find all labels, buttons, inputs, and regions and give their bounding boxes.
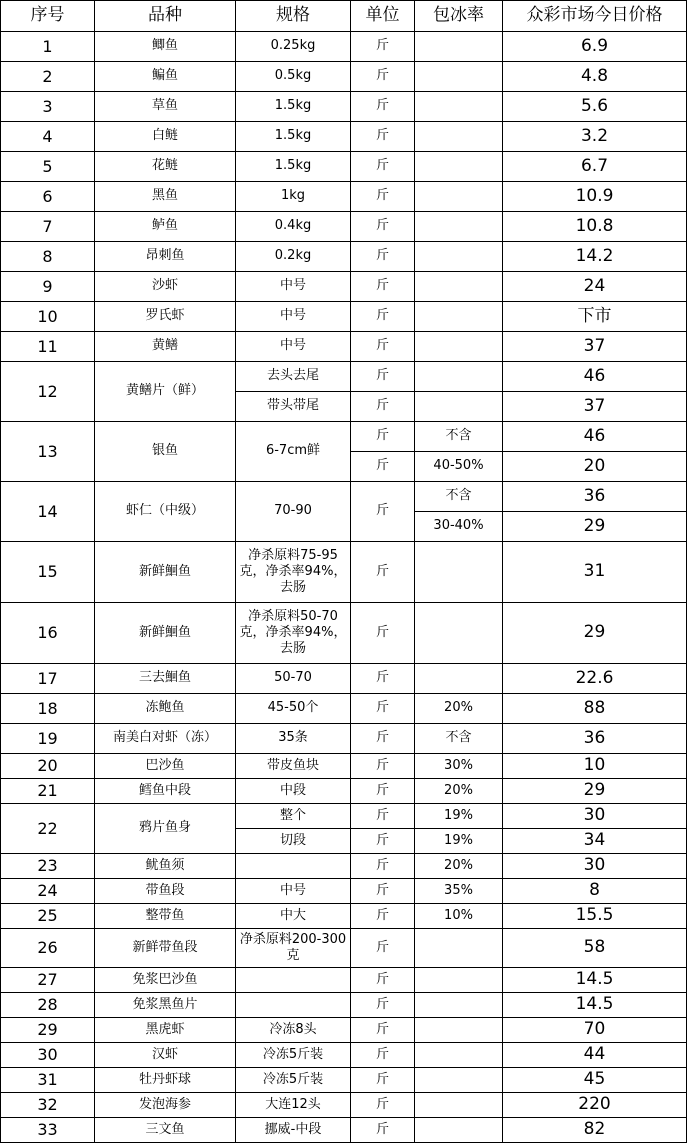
row-ice-rate	[415, 362, 503, 392]
row-price: 45	[503, 1068, 687, 1093]
table-row	[1, 122, 687, 152]
table-body	[1, 32, 687, 1143]
row-spec: 中号	[236, 272, 351, 302]
row-price: 88	[503, 694, 687, 724]
row-no: 19	[1, 724, 95, 754]
row-unit: 斤	[351, 724, 415, 754]
table-row	[1, 1043, 687, 1068]
row-price: 82	[503, 1118, 687, 1143]
row-unit: 斤	[351, 272, 415, 302]
row-name: 花鲢	[95, 152, 236, 182]
row-name: 黄鳝片（鲜）	[95, 362, 236, 422]
table-row	[1, 482, 687, 512]
row-price: 10	[503, 754, 687, 779]
row-no: 24	[1, 879, 95, 904]
row-spec: 带头带尾	[236, 392, 351, 422]
row-unit: 斤	[351, 804, 415, 829]
table-row	[1, 1018, 687, 1043]
row-unit: 斤	[351, 452, 415, 482]
row-name: 黑虎虾	[95, 1018, 236, 1043]
row-spec: 净杀原料50-70克，净杀率94%，去肠	[236, 603, 351, 664]
row-spec: 冷冻5斤装	[236, 1043, 351, 1068]
row-unit: 斤	[351, 1093, 415, 1118]
row-ice-rate: 19%	[415, 829, 503, 854]
row-price: 15.5	[503, 904, 687, 929]
row-spec: 大连12头	[236, 1093, 351, 1118]
row-ice-rate	[415, 993, 503, 1018]
row-spec: 1.5kg	[236, 122, 351, 152]
row-ice-rate	[415, 242, 503, 272]
row-spec: 0.2kg	[236, 242, 351, 272]
table-row	[1, 182, 687, 212]
row-ice-rate: 30-40%	[415, 512, 503, 542]
row-no: 8	[1, 242, 95, 272]
row-price: 30	[503, 854, 687, 879]
table-row	[1, 603, 687, 664]
table-row	[1, 664, 687, 694]
row-ice-rate	[415, 122, 503, 152]
row-unit: 斤	[351, 392, 415, 422]
row-unit: 斤	[351, 993, 415, 1018]
row-spec	[236, 968, 351, 993]
row-ice-rate	[415, 32, 503, 62]
row-unit: 斤	[351, 603, 415, 664]
table-row	[1, 694, 687, 724]
row-name: 鱿鱼须	[95, 854, 236, 879]
row-ice-rate	[415, 1068, 503, 1093]
row-spec: 中大	[236, 904, 351, 929]
row-name: 汉虾	[95, 1043, 236, 1068]
row-no: 22	[1, 804, 95, 854]
row-name: 鲈鱼	[95, 212, 236, 242]
row-name: 鲫鱼	[95, 32, 236, 62]
row-ice-rate	[415, 603, 503, 664]
row-spec: 净杀原料200-300克	[236, 929, 351, 968]
row-price: 24	[503, 272, 687, 302]
row-spec: 50-70	[236, 664, 351, 694]
row-no: 5	[1, 152, 95, 182]
row-name: 三文鱼	[95, 1118, 236, 1143]
row-spec: 0.25kg	[236, 32, 351, 62]
table-row	[1, 212, 687, 242]
row-unit: 斤	[351, 152, 415, 182]
row-price: 3.2	[503, 122, 687, 152]
row-ice-rate	[415, 1043, 503, 1068]
row-spec: 1kg	[236, 182, 351, 212]
row-no: 32	[1, 1093, 95, 1118]
table-row	[1, 242, 687, 272]
row-price: 22.6	[503, 664, 687, 694]
row-no: 33	[1, 1118, 95, 1143]
row-spec: 1.5kg	[236, 152, 351, 182]
row-unit: 斤	[351, 1043, 415, 1068]
row-unit: 斤	[351, 904, 415, 929]
row-no: 1	[1, 32, 95, 62]
row-name: 新鲜带鱼段	[95, 929, 236, 968]
row-no: 15	[1, 542, 95, 603]
row-ice-rate: 不含	[415, 724, 503, 754]
table-row	[1, 32, 687, 62]
row-name: 新鲜鮰鱼	[95, 542, 236, 603]
row-unit: 斤	[351, 92, 415, 122]
row-no: 13	[1, 422, 95, 482]
row-spec: 35条	[236, 724, 351, 754]
row-unit: 斤	[351, 968, 415, 993]
row-unit: 斤	[351, 1018, 415, 1043]
row-name: 三去鮰鱼	[95, 664, 236, 694]
row-price: 6.9	[503, 32, 687, 62]
row-price: 220	[503, 1093, 687, 1118]
table-row	[1, 362, 687, 392]
table-row	[1, 302, 687, 332]
row-price: 5.6	[503, 92, 687, 122]
row-ice-rate	[415, 1118, 503, 1143]
row-unit: 斤	[351, 182, 415, 212]
row-unit: 斤	[351, 879, 415, 904]
row-unit: 斤	[351, 929, 415, 968]
row-unit: 斤	[351, 32, 415, 62]
row-name: 南美白对虾（冻）	[95, 724, 236, 754]
row-price: 10.8	[503, 212, 687, 242]
row-no: 23	[1, 854, 95, 879]
row-unit: 斤	[351, 829, 415, 854]
table-row	[1, 779, 687, 804]
row-ice-rate: 19%	[415, 804, 503, 829]
row-spec: 切段	[236, 829, 351, 854]
row-ice-rate	[415, 332, 503, 362]
row-unit: 斤	[351, 1118, 415, 1143]
header-name: 品种	[95, 1, 236, 32]
row-price: 70	[503, 1018, 687, 1043]
row-unit: 斤	[351, 754, 415, 779]
row-spec: 0.4kg	[236, 212, 351, 242]
row-spec: 1.5kg	[236, 92, 351, 122]
row-name: 鳊鱼	[95, 62, 236, 92]
row-ice-rate	[415, 62, 503, 92]
row-ice-rate	[415, 92, 503, 122]
row-no: 17	[1, 664, 95, 694]
row-spec: 中号	[236, 302, 351, 332]
row-no: 14	[1, 482, 95, 542]
table-row	[1, 332, 687, 362]
row-name: 发泡海参	[95, 1093, 236, 1118]
table-row	[1, 724, 687, 754]
row-no: 26	[1, 929, 95, 968]
row-name: 白鲢	[95, 122, 236, 152]
row-unit: 斤	[351, 1068, 415, 1093]
row-no: 28	[1, 993, 95, 1018]
row-no: 9	[1, 272, 95, 302]
header-ice-rate: 包冰率	[415, 1, 503, 32]
table-row	[1, 542, 687, 603]
row-ice-rate	[415, 542, 503, 603]
header-no: 序号	[1, 1, 95, 32]
row-spec: 去头去尾	[236, 362, 351, 392]
row-no: 6	[1, 182, 95, 212]
row-name: 昂刺鱼	[95, 242, 236, 272]
row-spec: 0.5kg	[236, 62, 351, 92]
row-unit: 斤	[351, 122, 415, 152]
table-row	[1, 804, 687, 829]
row-price: 8	[503, 879, 687, 904]
row-spec: 净杀原料75-95克，净杀率94%，去肠	[236, 542, 351, 603]
row-name: 虾仁（中级）	[95, 482, 236, 542]
table-row	[1, 272, 687, 302]
row-spec	[236, 993, 351, 1018]
row-spec: 中号	[236, 332, 351, 362]
row-unit: 斤	[351, 212, 415, 242]
row-unit: 斤	[351, 62, 415, 92]
row-price: 29	[503, 512, 687, 542]
row-no: 30	[1, 1043, 95, 1068]
row-no: 18	[1, 694, 95, 724]
row-spec: 挪威-中段	[236, 1118, 351, 1143]
header-unit: 单位	[351, 1, 415, 32]
row-unit: 斤	[351, 482, 415, 542]
row-unit: 斤	[351, 542, 415, 603]
row-name: 银鱼	[95, 422, 236, 482]
row-name: 巴沙鱼	[95, 754, 236, 779]
row-spec: 整个	[236, 804, 351, 829]
row-unit: 斤	[351, 422, 415, 452]
row-ice-rate: 40-50%	[415, 452, 503, 482]
table-row	[1, 1068, 687, 1093]
row-spec: 带皮鱼块	[236, 754, 351, 779]
row-price: 29	[503, 779, 687, 804]
table-row	[1, 854, 687, 879]
row-unit: 斤	[351, 779, 415, 804]
table-row	[1, 879, 687, 904]
row-ice-rate	[415, 182, 503, 212]
row-ice-rate	[415, 929, 503, 968]
row-ice-rate	[415, 968, 503, 993]
row-no: 7	[1, 212, 95, 242]
row-spec: 冷冻8头	[236, 1018, 351, 1043]
table-row	[1, 1093, 687, 1118]
row-unit: 斤	[351, 694, 415, 724]
row-name: 黑鱼	[95, 182, 236, 212]
row-price: 6.7	[503, 152, 687, 182]
row-name: 草鱼	[95, 92, 236, 122]
row-no: 27	[1, 968, 95, 993]
row-price: 37	[503, 332, 687, 362]
row-spec	[236, 854, 351, 879]
row-spec: 45-50个	[236, 694, 351, 724]
row-ice-rate: 不含	[415, 422, 503, 452]
row-name: 鸦片鱼身	[95, 804, 236, 854]
row-ice-rate	[415, 1093, 503, 1118]
row-price: 36	[503, 724, 687, 754]
row-name: 黄鳝	[95, 332, 236, 362]
row-name: 冻鲍鱼	[95, 694, 236, 724]
row-name: 免浆巴沙鱼	[95, 968, 236, 993]
row-no: 10	[1, 302, 95, 332]
row-ice-rate	[415, 1018, 503, 1043]
row-price: 46	[503, 362, 687, 392]
row-spec: 中段	[236, 779, 351, 804]
row-ice-rate: 30%	[415, 754, 503, 779]
header-price: 众彩市场今日价格	[503, 1, 687, 32]
row-price: 58	[503, 929, 687, 968]
row-spec: 6-7cm鲜	[236, 422, 351, 482]
row-ice-rate	[415, 272, 503, 302]
table-row	[1, 968, 687, 993]
table-row	[1, 904, 687, 929]
table-row	[1, 993, 687, 1018]
row-price: 4.8	[503, 62, 687, 92]
row-price: 14.5	[503, 993, 687, 1018]
row-ice-rate	[415, 152, 503, 182]
row-unit: 斤	[351, 664, 415, 694]
table-row	[1, 1118, 687, 1143]
row-ice-rate: 10%	[415, 904, 503, 929]
row-unit: 斤	[351, 302, 415, 332]
row-no: 21	[1, 779, 95, 804]
row-name: 免浆黑鱼片	[95, 993, 236, 1018]
row-price: 10.9	[503, 182, 687, 212]
table-row	[1, 422, 687, 452]
row-no: 3	[1, 92, 95, 122]
row-ice-rate	[415, 212, 503, 242]
row-name: 新鲜鮰鱼	[95, 603, 236, 664]
row-price: 34	[503, 829, 687, 854]
row-name: 整带鱼	[95, 904, 236, 929]
row-no: 16	[1, 603, 95, 664]
row-ice-rate: 20%	[415, 694, 503, 724]
row-name: 沙虾	[95, 272, 236, 302]
row-ice-rate	[415, 664, 503, 694]
row-unit: 斤	[351, 362, 415, 392]
table-row	[1, 152, 687, 182]
row-price: 20	[503, 452, 687, 482]
row-ice-rate	[415, 302, 503, 332]
row-price: 44	[503, 1043, 687, 1068]
header-spec: 规格	[236, 1, 351, 32]
row-no: 31	[1, 1068, 95, 1093]
row-unit: 斤	[351, 332, 415, 362]
row-spec: 中号	[236, 879, 351, 904]
row-no: 11	[1, 332, 95, 362]
row-no: 20	[1, 754, 95, 779]
row-ice-rate: 20%	[415, 854, 503, 879]
row-name: 鳕鱼中段	[95, 779, 236, 804]
row-price: 37	[503, 392, 687, 422]
row-ice-rate: 35%	[415, 879, 503, 904]
row-name: 牡丹虾球	[95, 1068, 236, 1093]
row-price: 46	[503, 422, 687, 452]
table-row	[1, 62, 687, 92]
header-row	[1, 1, 687, 32]
row-ice-rate: 20%	[415, 779, 503, 804]
row-spec: 冷冻5斤装	[236, 1068, 351, 1093]
row-price: 36	[503, 482, 687, 512]
row-no: 12	[1, 362, 95, 422]
table-row	[1, 929, 687, 968]
row-price: 30	[503, 804, 687, 829]
row-ice-rate: 不含	[415, 482, 503, 512]
row-price: 14.2	[503, 242, 687, 272]
row-ice-rate	[415, 392, 503, 422]
row-no: 25	[1, 904, 95, 929]
row-price: 14.5	[503, 968, 687, 993]
row-spec: 70-90	[236, 482, 351, 542]
row-unit: 斤	[351, 854, 415, 879]
row-price: 31	[503, 542, 687, 603]
table-row	[1, 754, 687, 779]
row-no: 2	[1, 62, 95, 92]
row-price: 下市	[503, 302, 687, 332]
row-unit: 斤	[351, 242, 415, 272]
row-no: 29	[1, 1018, 95, 1043]
row-name: 罗氏虾	[95, 302, 236, 332]
row-name: 带鱼段	[95, 879, 236, 904]
row-no: 4	[1, 122, 95, 152]
table-row	[1, 92, 687, 122]
row-price: 29	[503, 603, 687, 664]
